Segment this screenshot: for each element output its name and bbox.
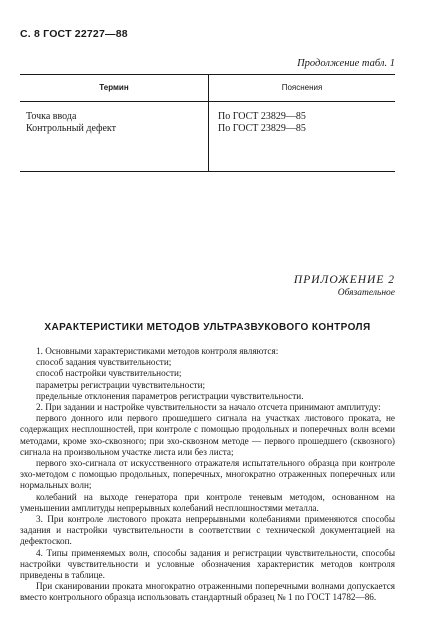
table-header-divider xyxy=(20,101,395,102)
paragraph: 4. Типы применяемых волн, способы задания и регистрации чувствительности, способы настройки чувствительности и условные обозначения характеристик методов контроля приведены в таблице. xyxy=(20,547,395,581)
paragraph: 2. При задании и настройке чувствительности за начало отсчета принимают амплитуду: xyxy=(36,402,381,413)
section-title: ХАРАКТЕРИСТИКИ МЕТОДОВ УЛЬТРАЗВУКОВОГО КОНТРОЛЯ xyxy=(44,322,371,333)
body-text xyxy=(20,346,395,604)
table-cell-term: Контрольный дефект xyxy=(26,122,117,134)
paragraph: 3. При контроле листового проката непрерывными колебаниями применяются способы задания и настройки чувствительности в соответствии с технической документацией на дефектоскоп. xyxy=(20,514,395,547)
table-cell-note: По ГОСТ 23829—85 xyxy=(218,122,306,134)
paragraph: 1. Основными характеристиками методов контроля являются: xyxy=(36,346,279,356)
appendix-heading xyxy=(294,274,395,298)
paragraph: первого эхо-сигнала от искусственного отражателя испытательного образца при контроле эхо-методом с помощью продольных, поперечных, многократно отраженных поперечных или нормальных волн; xyxy=(20,458,395,491)
page-header: С. 8 ГОСТ 22727—88 xyxy=(20,28,128,40)
paragraph: колебаний на выходе генератора при контроле теневым методом, основанном на уменьшении амплитуды непрерывных колебаний несплошностями металла. xyxy=(20,491,395,513)
paragraph: параметры регистрации чувствительности; xyxy=(36,379,206,390)
table-cell-note: По ГОСТ 23829—85 xyxy=(218,111,306,122)
paragraph: При сканировании проката многократно отраженными поперечными волнами допускается вместо контрольного образца использовать стандартный образец № 1 по ГОСТ 14782—86. xyxy=(20,581,395,603)
terms-table xyxy=(20,74,395,172)
table-header-notes: Пояснения xyxy=(281,83,323,92)
table-term-column xyxy=(26,111,116,134)
table-cell-term: Точка ввода xyxy=(26,111,77,122)
appendix-title: ПРИЛОЖЕНИЕ 2 xyxy=(293,274,395,286)
paragraph: способ задания чувствительности; xyxy=(36,357,172,368)
paragraph: предельные отклонения параметров регистрации чувствительности. xyxy=(36,390,304,401)
paragraph: способ настройки чувствительности; xyxy=(36,368,182,379)
table-continuation-note: Продолжение табл. 1 xyxy=(297,58,395,69)
table-header-term: Термин xyxy=(99,83,129,92)
appendix-status: Обязательное xyxy=(337,288,395,298)
paragraph: первого донного или первого прошедшего сигнала на участках листового проката, не содержащих несплошностей, при контроле с помощью продольных и поперечных волн всеми методами, кроме эхо-сквозного; при эхо-сквозном методе — первого прошедшего (сквозного) сигнала на произвольном участке листа или без листа; xyxy=(20,413,395,457)
table-notes-column xyxy=(218,111,306,134)
